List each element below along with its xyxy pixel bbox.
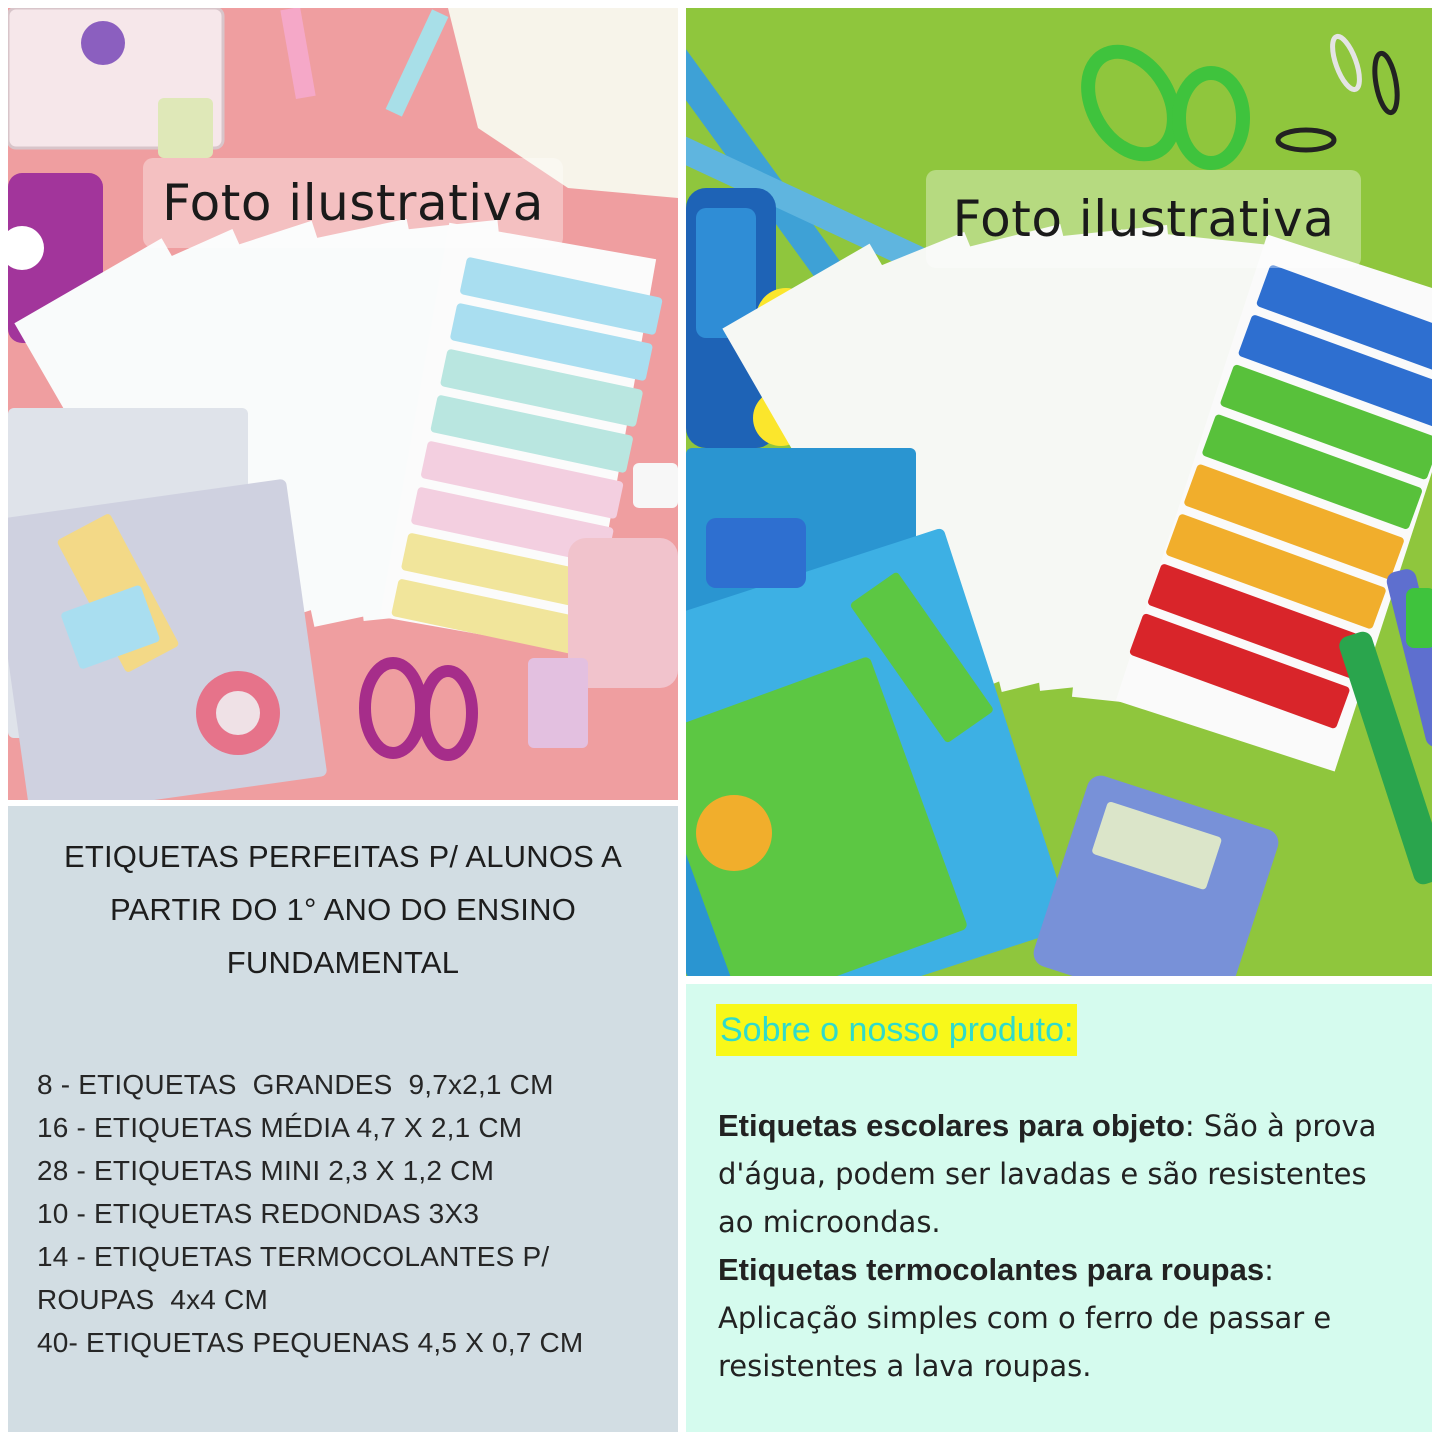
clothing-label-heading: Etiquetas termocolantes para roupas xyxy=(718,1252,1265,1287)
spec-item: 14 - ETIQUETAS TERMOCOLANTES P/ ROUPAS 4x4 CM xyxy=(37,1241,558,1315)
spec-list xyxy=(37,1063,657,1364)
photo-caption: Foto ilustrativa xyxy=(926,170,1361,268)
spec-item: 40- ETIQUETAS PEQUENAS 4,5 X 0,7 CM xyxy=(37,1327,584,1358)
about-body xyxy=(718,1102,1408,1390)
photo-caption: Foto ilustrativa xyxy=(143,158,563,248)
clothing-label-text: : Aplicação simples com o ferro de passar e resistentes a lava roupas. xyxy=(718,1253,1332,1383)
spec-item: 10 - ETIQUETAS REDONDAS 3X3 xyxy=(37,1198,480,1229)
left-product-photo xyxy=(8,8,678,800)
spec-item: 8 - ETIQUETAS GRANDES 9,7x2,1 CM xyxy=(37,1069,554,1100)
spec-item: 28 - ETIQUETAS MINI 2,3 X 1,2 CM xyxy=(37,1155,495,1186)
about-title: Sobre o nosso produto: xyxy=(716,1004,1077,1056)
left-photo-illustration xyxy=(8,8,678,800)
specs-title: ETIQUETAS PERFEITAS P/ ALUNOS A PARTIR DO 1° ANO DO ENSINO FUNDAMENTAL xyxy=(63,839,623,980)
about-panel xyxy=(686,984,1432,1432)
right-photo-illustration xyxy=(686,8,1432,976)
object-label-text: : São à prova d'água, podem ser lavadas e são resistentes ao microondas. xyxy=(718,1109,1377,1239)
spec-item: 16 - ETIQUETAS MÉDIA 4,7 X 2,1 CM xyxy=(37,1112,523,1143)
specs-panel xyxy=(8,806,678,1432)
right-product-photo xyxy=(686,8,1432,976)
object-label-heading: Etiquetas escolares para objeto xyxy=(718,1108,1185,1143)
